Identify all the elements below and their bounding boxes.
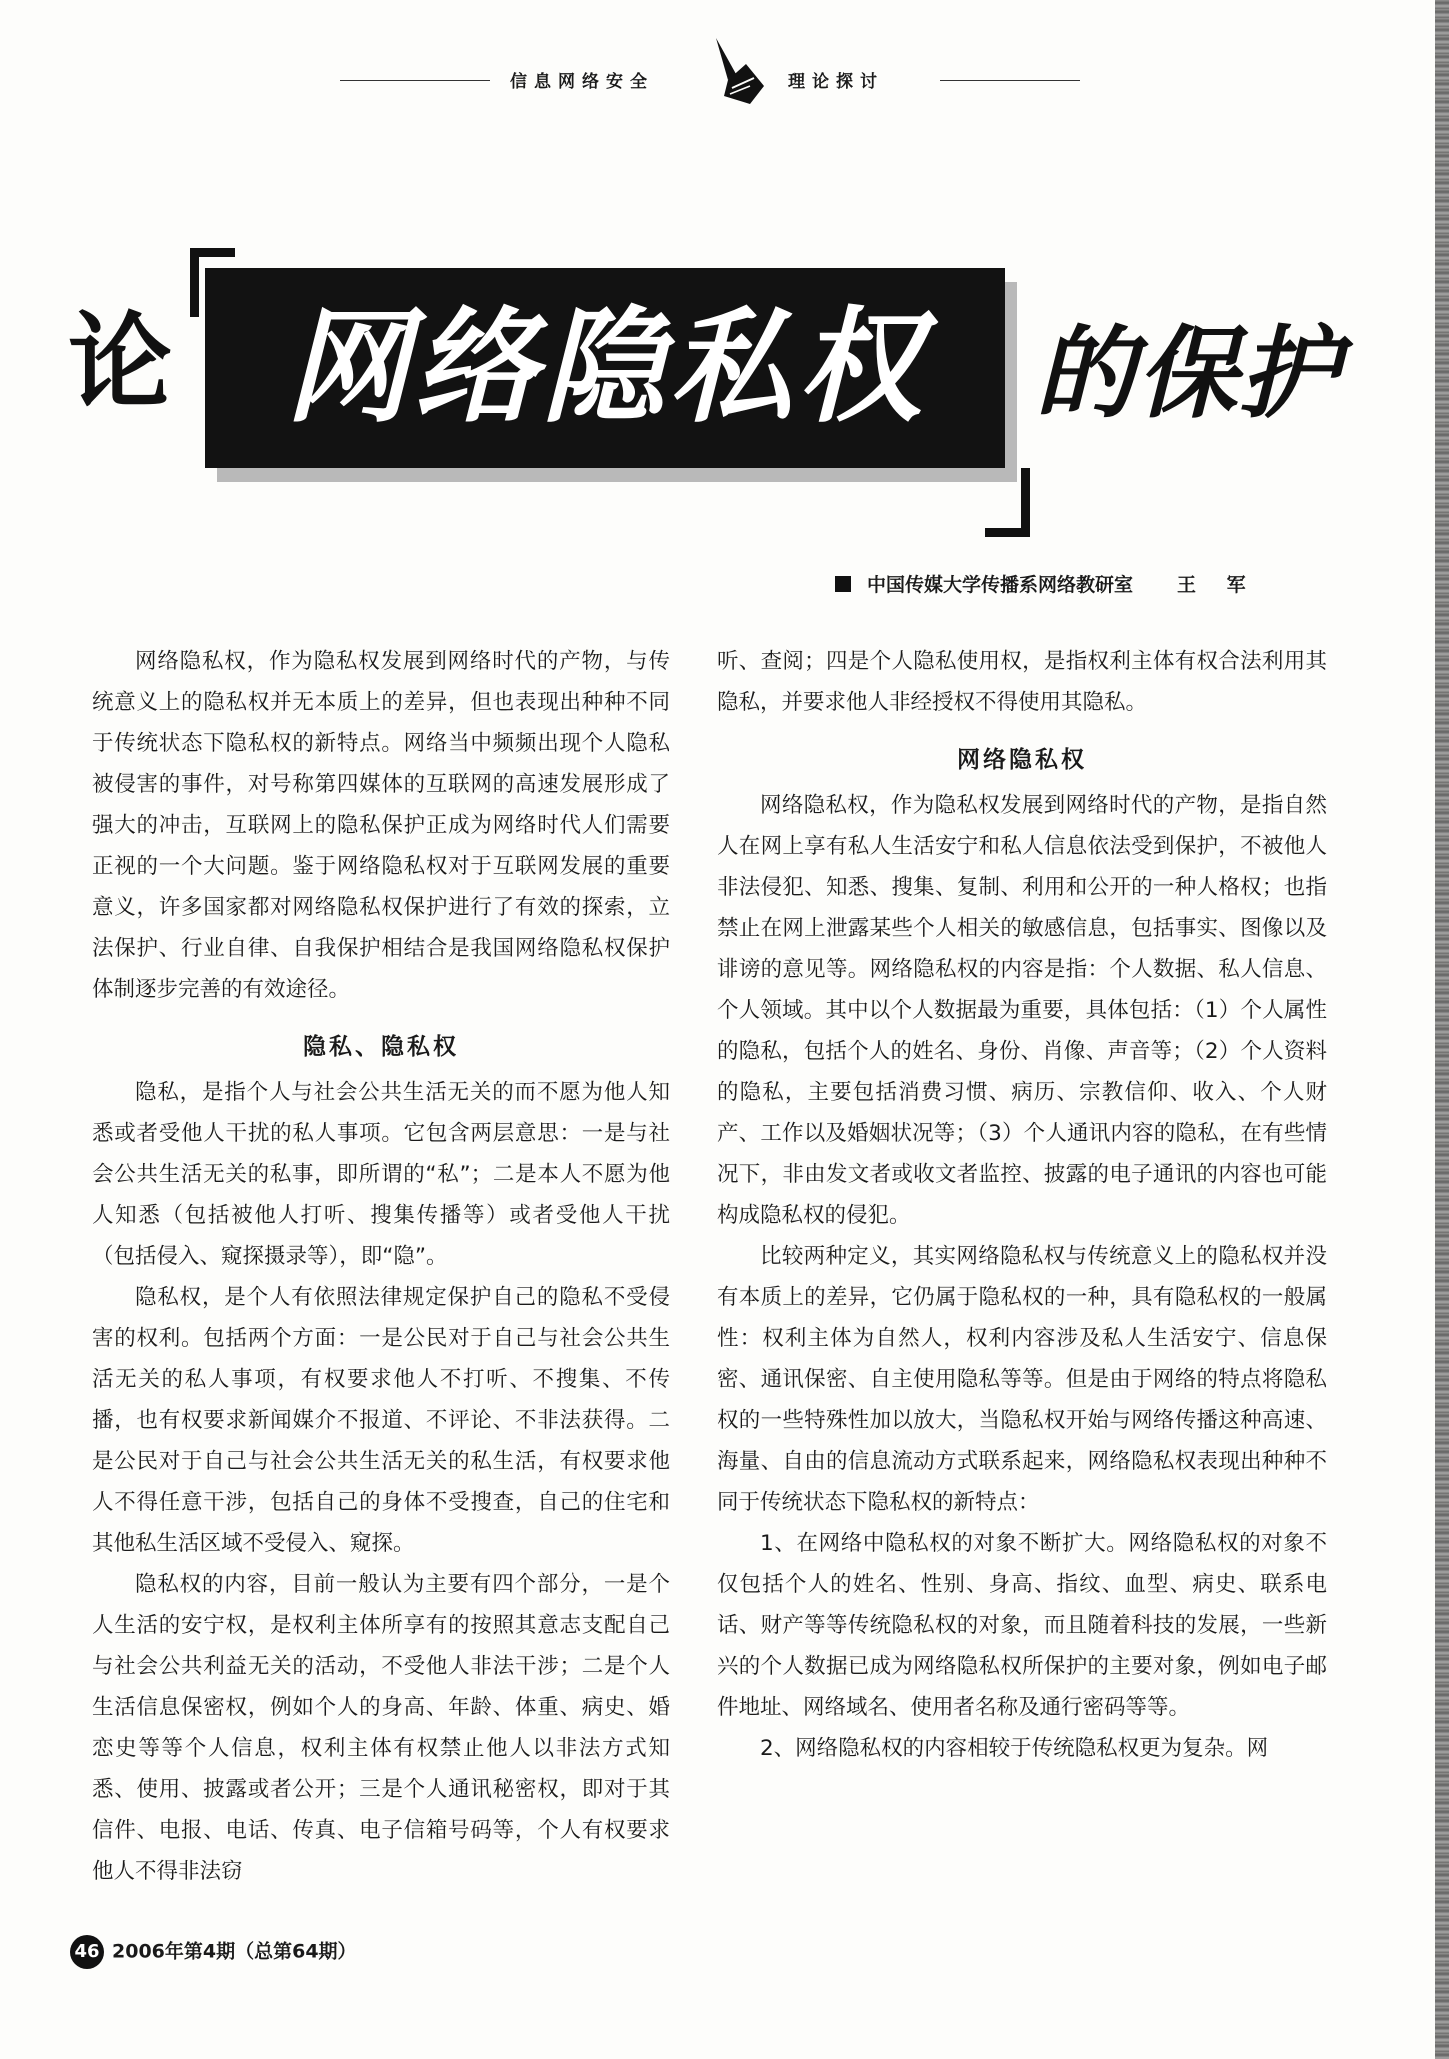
continued-paragraph: 听、查阅；四是个人隐私使用权，是指权利主体有权合法利用其隐私，并要求他人非经授权不得使用其隐私。	[717, 649, 1327, 715]
title-prefix: 论	[68, 300, 173, 423]
author-name: 王 军	[1177, 574, 1258, 596]
section-heading-privacy: 隐私、隐私权	[303, 1034, 459, 1060]
title-bracket-bottom-right	[985, 468, 1030, 537]
header-label-left: 信息网络安全	[510, 72, 654, 92]
page-footer	[70, 1935, 357, 1969]
pen-nib-icon	[706, 34, 770, 110]
body-paragraph: 隐私权的内容，目前一般认为主要有四个部分，一是个人生活的安宁权，是权利主体所享有的按照其意志支配自己与社会公共利益无关的活动，不受他人非法干涉；二是个人生活信息保密权，例如个人的身高、年龄、体重、病史、婚恋史等等个人信息，权利主体有权禁止他人以非法方式知悉、使用、披露或者公开；三是个人通讯秘密权，即对于其信件、电报、电话、传真、电子信箱号码等，个人有权要求他人不得非法窃	[92, 1572, 670, 1884]
body-paragraph: 2、网络隐私权的内容相较于传统隐私权更为复杂。网	[760, 1736, 1269, 1761]
square-bullet-icon	[835, 576, 851, 592]
right-column	[717, 641, 1327, 1769]
left-column	[92, 641, 670, 1892]
scan-edge	[1435, 0, 1449, 2059]
title-main: 网络隐私权	[284, 295, 925, 440]
intro-paragraph: 网络隐私权，作为隐私权发展到网络时代的产物，与传统意义上的隐私权并无本质上的差异，但也表现出种种不同于传统状态下隐私权的新特点。网络当中频频出现个人隐私被侵害的事件，对号称第四媒体的互联网的高速发展形成了强大的冲击，互联网上的隐私保护正成为网络时代人们需要正视的一个大问题。鉴于网络隐私权对于互联网发展的重要意义，许多国家都对网络隐私权保护进行了有效的探索，立法保护、行业自律、自我保护相结合是我国网络隐私权保护体制逐步完善的有效途径。	[92, 649, 670, 1002]
header-label-right: 理论探讨	[788, 72, 884, 92]
title-suffix: 的保护	[1035, 314, 1341, 432]
title-highlight-box	[205, 268, 1005, 468]
body-paragraph: 比较两种定义，其实网络隐私权与传统意义上的隐私权并没有本质上的差异，它仍属于隐私权的一种，具有隐私权的一般属性：权利主体为自然人，权利内容涉及私人生活安宁、信息保密、通讯保密、自主使用隐私等等。但是由于网络的特点将隐私权的一些特殊性加以放大，当隐私权开始与网络传播这种高速、海量、自由的信息流动方式联系起来，网络隐私权表现出种种不同于传统状态下隐私权的新特点：	[717, 1244, 1327, 1515]
body-paragraph: 隐私权，是个人有依照法律规定保护自己的隐私不受侵害的权利。包括两个方面：一是公民对于自己与社会公共生活无关的私人事项，有权要求他人不打听、不搜集、不传播，也有权要求新闻媒介不报道、不评论、不非法获得。二是公民对于自己与社会公共生活无关的私生活，有权要求他人不得任意干涉，包括自己的身体不受搜查，自己的住宅和其他私生活区域不受侵入、窥探。	[92, 1285, 670, 1556]
page-number: 46	[70, 1935, 104, 1969]
header-rule-left	[340, 80, 490, 81]
author-affiliation: 中国传媒大学传播系网络教研室	[867, 574, 1134, 596]
article-title	[60, 228, 1360, 528]
body-paragraph: 网络隐私权，作为隐私权发展到网络时代的产物，是指自然人在网上享有私人生活安宁和私人信息依法受到保护，不被他人非法侵犯、知悉、搜集、复制、利用和公开的一种人格权；也指禁止在网上泄露某些个人相关的敏感信息，包括事实、图像以及诽谤的意见等。网络隐私权的内容是指：个人数据、私人信息、个人领域。其中以个人数据最为重要，具体包括：（1）个人属性的隐私，包括个人的姓名、身份、肖像、声音等；（2）个人资料的隐私，主要包括消费习惯、病历、宗教信仰、收入、个人财产、工作以及婚姻状况等；（3）个人通讯内容的隐私，在有些情况下，非由发文者或收文者监控、披露的电子通讯的内容也可能构成隐私权的侵犯。	[717, 793, 1327, 1228]
header-rule-right	[940, 80, 1080, 81]
section-heading-network-privacy: 网络隐私权	[957, 747, 1087, 773]
body-paragraph: 1、在网络中隐私权的对象不断扩大。网络隐私权的对象不仅包括个人的姓名、性别、身高、指纹、血型、病史、联系电话、财产等等传统隐私权的对象，而且随着科技的发展，一些新兴的个人数据已成为网络隐私权所保护的主要对象，例如电子邮件地址、网络域名、使用者名称及通行密码等等。	[717, 1531, 1327, 1720]
body-paragraph: 隐私，是指个人与社会公共生活无关的而不愿为他人知悉或者受他人干扰的私人事项。它包含两层意思：一是与社会公共生活无关的私事，即所谓的“私”；二是本人不愿为他人知悉（包括被他人打听、搜集传播等）或者受他人干扰（包括侵入、窥探摄录等），即“隐”。	[92, 1080, 670, 1269]
issue-info: 2006年第4期（总第64期）	[112, 1940, 357, 1963]
section-header	[340, 60, 1080, 104]
byline	[835, 570, 1258, 597]
